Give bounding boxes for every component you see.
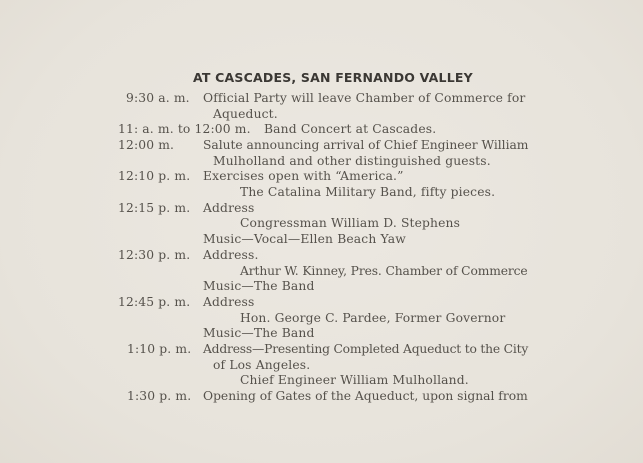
entry-text: Music—The Band [203,279,315,293]
entry-time: 12:00 m. [118,138,175,152]
entry-text: Mulholland and other distinguished guests. [213,154,491,168]
program-heading: AT CASCADES, SAN FERNANDO VALLEY [193,70,473,85]
entry-text: Arthur W. Kinney, Pres. Chamber of Commerce [240,264,528,278]
entry-text: Official Party will leave Chamber of Commerce for [203,91,526,105]
entry-text: Salute announcing arrival of Chief Engineer William [203,138,529,152]
entry-text: The Catalina Military Band, fifty pieces. [240,185,496,199]
entry-time: 12:10 p. m. [118,169,191,183]
entry-text: of Los Angeles. [213,358,311,372]
entry-text: Address. [203,248,259,262]
entry-time: 1:30 p. m. [127,389,192,403]
entry-text: Address—Presenting Completed Aqueduct to the City [203,342,529,356]
entry-text: Congressman William D. Stephens [240,216,461,230]
entry-time: 9:30 a. m. [126,91,190,105]
entry-text: Opening of Gates of the Aqueduct, upon signal from [203,389,528,403]
entry-time: 12:30 p. m. [118,248,191,262]
entry-text: Aqueduct. [213,107,278,121]
entry-text: Music—Vocal—Ellen Beach Yaw [203,232,406,246]
entry-text: Address [203,201,255,215]
entry-text: Exercises open with “America.” [203,169,404,183]
entry-text: Hon. George C. Pardee, Former Governor [240,311,506,325]
entry-time: 12:45 p. m. [118,295,191,309]
entry-text: Music—The Band [203,326,315,340]
entry-time: 11: a. m. to 12:00 m. [118,122,251,136]
entry-text: Chief Engineer William Mulholland. [240,373,469,387]
entry-time: 12:15 p. m. [118,201,191,215]
entry-text: Address [203,295,255,309]
entry-time: 1:10 p. m. [127,342,192,356]
entry-text: Band Concert at Cascades. [264,122,437,136]
